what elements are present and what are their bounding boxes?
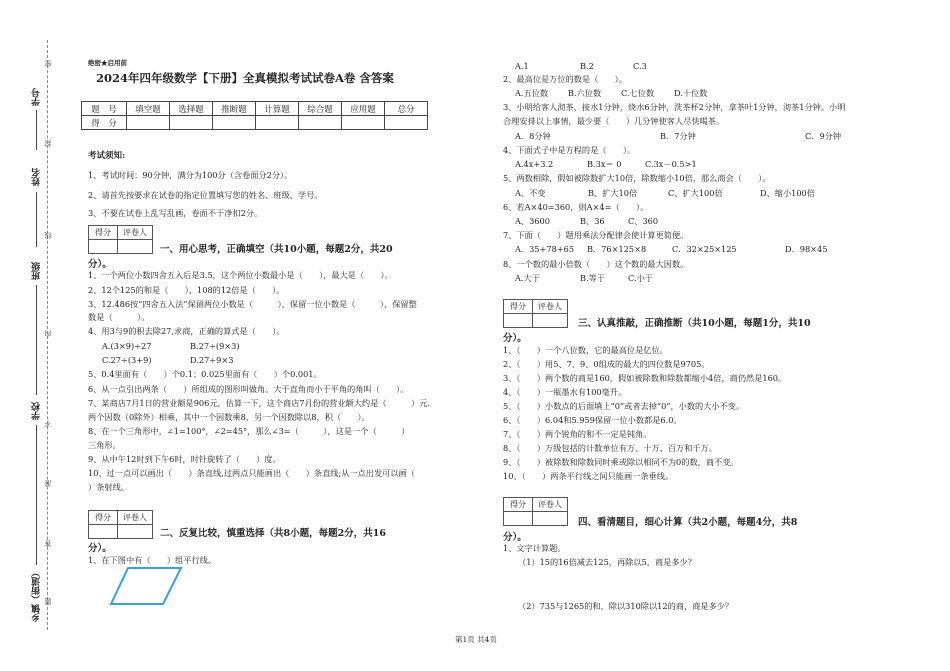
section4-title-cont: 分）。 [503, 532, 527, 543]
option: A．8分钟 [515, 131, 551, 141]
notice-item: 3、不要在试卷上乱写乱画，卷面不干净扣2分。 [88, 208, 263, 218]
score-cell[interactable] [342, 116, 385, 130]
option: C．32×25×125 [672, 244, 737, 254]
score-box-cell[interactable] [504, 512, 533, 526]
township-label: 乡镇（街道） [32, 568, 42, 622]
score-box-cell[interactable] [89, 240, 118, 254]
seal-mark: 答 [44, 540, 52, 547]
judge-item: 1、（ ）一个八位数，它的最高位是亿位。 [503, 345, 668, 355]
class-label: 班级 [32, 262, 42, 280]
option: A.4x+3.2 [515, 159, 554, 169]
section2-title: 二、反复比较，慎重选择（共8小题，每题2分，共16 [160, 528, 386, 539]
score-cell[interactable] [170, 116, 213, 130]
score-cell[interactable] [256, 116, 299, 130]
question-line: 1、一个两位小数四舍五入后是3.5，这个两位小数最小是（ ），最大是（ ）。 [88, 270, 393, 280]
page-title: 2024年四年级数学【下册】全真模拟考试试卷A卷 含答案 [96, 71, 394, 85]
question-line: 7、下面（ ）题用乘法分配律会使计算更简便。 [503, 230, 689, 240]
name-label: 姓名 [32, 168, 42, 186]
option: C.27÷(3+9) [102, 355, 152, 365]
question-line: 两个因数（0除外）相乘，其中一个因数乘8，另一个因数除以8，积（ ）。 [88, 412, 370, 422]
option: B.等于 [580, 273, 605, 283]
judge-item: 2、（ ）用5、7、9、0组成的最大的四位数是9705。 [503, 359, 710, 369]
question-line: 6、若A×40=360，则A×4=（ ）。 [503, 202, 649, 212]
option: A、不变 [515, 188, 546, 198]
score-box-grader: 评卷人 [533, 300, 568, 314]
notice-item: 1、考试时间：90分钟，满分为100分（含卷面分2分）。 [88, 170, 293, 180]
score-box-cell[interactable] [504, 314, 533, 328]
judge-item: 8、（ ）万级包括的计数单位有万、十万、百万和千万。 [503, 443, 717, 453]
score-header: 题 号 [82, 102, 127, 116]
seal-mark: 题 [44, 598, 52, 605]
score-table [81, 101, 428, 130]
score-box-score: 得分 [89, 226, 118, 240]
judge-item: 9、（ ）被除数和除数同时乘或除以相同不为0的数，商不变。 [503, 457, 739, 467]
seal-mark: 密 [44, 60, 52, 67]
option: C、扩大100倍 [668, 188, 723, 198]
option: B、扩大10倍 [588, 188, 638, 198]
question-line: （1）15的16倍减去125，再除以5，商是多少？ [518, 557, 696, 567]
option: B．7分钟 [660, 131, 696, 141]
question-line: 2、12个125的和是（ ），108的12倍是（ ）。 [88, 285, 285, 295]
school-field[interactable] [36, 425, 37, 565]
option: A．35+78+65 [515, 244, 575, 254]
option: C、360 [628, 216, 659, 226]
page-number: 第1页 共4页 [455, 635, 497, 644]
option: A、3600 [515, 216, 550, 226]
option: B．76×125×8 [587, 244, 647, 254]
question-line: 3、小明给客人沏茶，接水1分钟，烧水6分钟，洗茶杯2分钟，拿茶叶1分钟，沏茶1分钟。小明 [503, 102, 846, 112]
judge-item: 5、（ ）小数点的后面填上“0”或者去掉“0”，小数的大小不变。 [503, 401, 745, 411]
question-line: 2、最高位是万位的数是（ ）。 [503, 74, 627, 84]
option: B.2 [580, 61, 594, 71]
option: C.七位数 [621, 88, 655, 98]
section1-title-cont: 分）。 [88, 259, 112, 270]
judge-item: 7、（ ）两个锐角的和不一定是钝角。 [503, 429, 652, 439]
score-header: 填空题 [127, 102, 170, 116]
section2-title-cont: 分）。 [88, 543, 112, 554]
option: B.3x＝ 0 [587, 159, 622, 169]
option: A.(3×9)÷27 [102, 341, 152, 351]
seal-mark: 不 [44, 420, 52, 427]
notice-title: 考试须知: [88, 151, 126, 161]
score-cell[interactable] [213, 116, 256, 130]
score-header: 推断题 [213, 102, 256, 116]
score-box-cell[interactable] [118, 525, 153, 539]
question-line: （2）735与1265的和，除以310除以12的商，商是多少？ [518, 601, 734, 611]
question-line: 5、0.4里面有（ ）个0.1；0.025里面有（ ）个0.001。 [88, 369, 322, 379]
judge-item: 4、（ ）一瓶墨水有100毫升。 [503, 387, 627, 397]
section1-title: 一、用心思考，正确填空（共10小题，每题2分，共20 [160, 244, 393, 255]
question-line: 9、从中午12时到下午6时，时针旋转了（ ）度。 [88, 454, 281, 464]
question-line: 6、从一点引出两条（ ）所组成的图形叫做角。大于直角而小于平角的角叫（ ）。 [88, 384, 409, 394]
class-field[interactable] [36, 285, 37, 395]
school-no-label: 学号 [32, 88, 42, 106]
question-line: 1、文字计算题。 [503, 543, 566, 553]
score-box-cell[interactable] [533, 512, 568, 526]
section4-title: 四、看清题目，细心计算（共2小题，每题4分，共8 [578, 517, 798, 528]
parallelogram-shape [111, 568, 181, 604]
score-cell[interactable] [127, 116, 170, 130]
question-line: 4、下面式子中是方程的是（ ）。 [503, 145, 636, 155]
secret-mark: 绝密★启用前 [88, 59, 127, 67]
school-no-field[interactable] [36, 110, 37, 150]
seal-mark: 准 [44, 480, 52, 487]
name-field[interactable] [36, 192, 37, 247]
question-line: 10、过一点可以画出（ ）条直线,过两点只能画出（ ）条直线;从一点出发可以画（ [88, 468, 415, 478]
parallelogram-figure [108, 566, 183, 608]
score-header: 综合题 [299, 102, 342, 116]
question-line: 1、在下图中有（ ）组平行线。 [88, 555, 217, 565]
seal-mark: 封 [44, 140, 52, 147]
score-header: 选择题 [170, 102, 213, 116]
question-line: 3、12.486按“四舍五入法”保留两位小数是（ ），保留一位小数是（ ），保留整 [88, 299, 417, 309]
score-box-grader: 评卷人 [118, 511, 153, 525]
score-box-grader: 评卷人 [533, 498, 568, 512]
option: B.27÷(9×3) [190, 341, 240, 351]
score-box [88, 225, 153, 254]
score-box [503, 497, 568, 526]
score-header: 应用题 [342, 102, 385, 116]
question-line: 合理安排以上事情，最少要（ ）几分钟使客人尽快喝茶。 [503, 116, 725, 126]
question-line: 8、在一个三角形中，∠1=100°，∠2=45°，那么∠3=（ ），这是一个（ ） [88, 426, 410, 436]
option: A.1 [515, 61, 529, 71]
question-line: 数是（ ）。 [88, 312, 150, 322]
question-line: 8、一个数的最小倍数（ ）这个数的最大因数。 [503, 259, 689, 269]
score-box-cell[interactable] [118, 240, 153, 254]
score-row-label: 得 分 [82, 116, 127, 130]
option: C.小于 [628, 273, 653, 283]
score-header: 总分 [385, 102, 428, 116]
score-box-cell[interactable] [89, 525, 118, 539]
option: D、缩小100倍 [760, 188, 815, 198]
option: D．98×45 [785, 244, 828, 254]
option: D.27÷9×3 [190, 355, 234, 365]
score-header: 计算题 [256, 102, 299, 116]
score-box-cell[interactable] [533, 314, 568, 328]
option: B.六位数 [568, 88, 602, 98]
question-line: 4、用3与9的积去除27,求商，正确的算式是（ ）。 [88, 326, 285, 336]
score-box [88, 510, 153, 539]
score-box-score: 得分 [504, 300, 533, 314]
notice-item: 2、请首先按要求在试卷的指定位置填写您的姓名、班级、学号。 [88, 190, 323, 200]
seal-mark: 内 [44, 330, 52, 337]
judge-item: 6、（ ）6.04和5.959保留一位小数都是6.0。 [503, 415, 682, 425]
score-box [503, 299, 568, 328]
question-line: 7、某商店7月1日的营业额是906元，估算一下，这个商店7月份的营业额大约是（ ）元. [88, 398, 431, 408]
judge-item: 3、（ ）两个数的商是160，假如被除数和除数都缩小4倍，商仍然是160。 [503, 373, 787, 383]
question-line: ）条射线。 [88, 482, 129, 492]
option: C．9分钟 [805, 131, 842, 141]
score-box-score: 得分 [89, 511, 118, 525]
judge-item: 10、（ ）两条平行线之间只能画一条垂线。 [503, 471, 674, 481]
option: C.3x－0.5>1 [645, 159, 697, 169]
score-box-grader: 评卷人 [118, 226, 153, 240]
score-box-score: 得分 [504, 498, 533, 512]
seal-mark: 线 [44, 232, 52, 239]
option: D.十位数 [674, 88, 708, 98]
option: C.3 [633, 61, 647, 71]
option: A.五位数 [515, 88, 549, 98]
score-cell[interactable] [385, 116, 428, 130]
question-line: 5、两数相除，假如被除数扩大10倍，除数缩小10倍，那么商会（ ）。 [503, 173, 771, 183]
section3-title-cont: 分）。 [503, 333, 527, 344]
section3-title: 三、认真推敲，正确推断（共10小题，每题1分，共10 [578, 318, 811, 329]
question-line: 三角形。 [88, 440, 121, 450]
score-cell[interactable] [299, 116, 342, 130]
option: B、36 [580, 216, 605, 226]
school-label: 学校 [32, 402, 42, 420]
option: A.大于 [515, 273, 540, 283]
